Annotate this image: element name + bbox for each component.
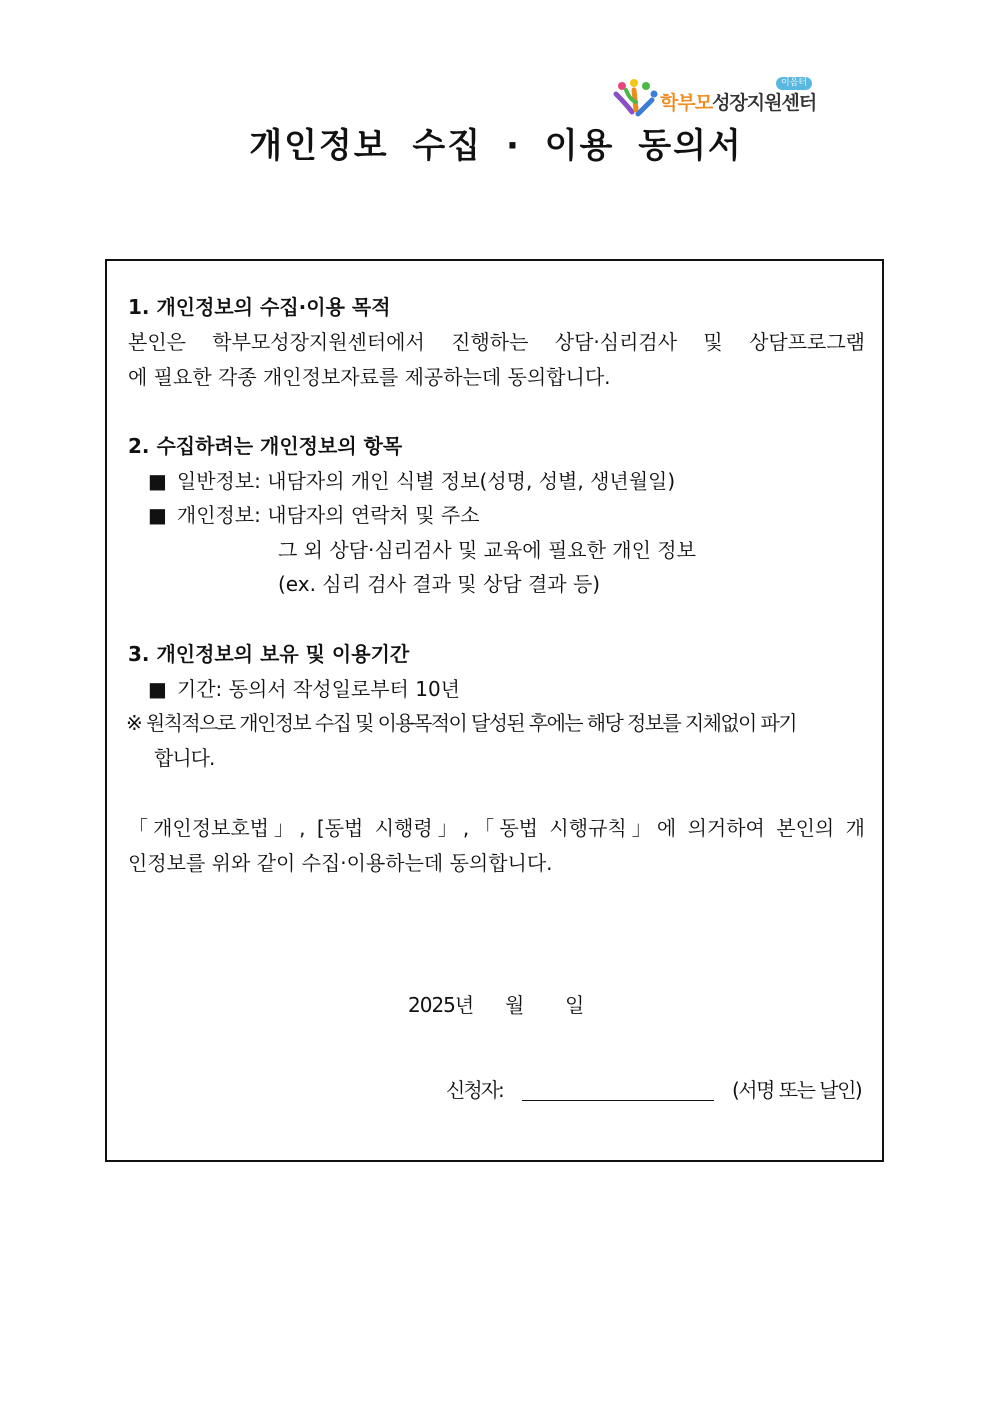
section2-item2-cont1: 그 외 상담·심리검사 및 교육에 필요한 개인 정보 bbox=[278, 538, 696, 562]
people-logo-icon bbox=[612, 78, 660, 118]
section3-note-line2: 합니다. bbox=[154, 746, 215, 770]
section2-item2: ■ 개인정보: 내담자의 연락처 및 주소 bbox=[148, 503, 480, 527]
section3-note-line1: ※ 원칙적으로 개인정보 수집 및 이용목적이 달성된 후에는 해당 정보를 지체없이 파기 bbox=[126, 711, 796, 735]
logo-text-part1: 학부모 bbox=[660, 92, 713, 114]
date-year: 2025년 bbox=[408, 993, 474, 1017]
section1-text-line1: 본인은 학부모성장지원센터에서 진행하는 상담·심리검사 및 상담프로그램 bbox=[128, 330, 865, 354]
section2-item1: ■ 일반정보: 내담자의 개인 식별 정보(성명, 성별, 생년월일) bbox=[148, 469, 676, 493]
logo-text bbox=[660, 88, 816, 115]
signature-line[interactable] bbox=[522, 1100, 714, 1101]
section2-heading: 2. 수집하려는 개인정보의 항목 bbox=[128, 434, 403, 458]
date-month: 월 bbox=[505, 993, 525, 1017]
bullet-square-icon: ■ bbox=[148, 503, 167, 527]
section1-text-line2: 에 필요한 각종 개인정보자료를 제공하는데 동의합니다. bbox=[128, 365, 611, 389]
date-day: 일 bbox=[565, 993, 585, 1017]
logo-text-part2: 성장지원센터 bbox=[712, 92, 817, 114]
bullet-square-icon: ■ bbox=[148, 677, 167, 701]
logo-tag: 이음터 bbox=[776, 77, 812, 90]
section3-item1: ■ 기간: 동의서 작성일로부터 10년 bbox=[148, 677, 461, 701]
signature-hint: (서명 또는 날인) bbox=[732, 1078, 862, 1102]
signature-label: 신청자: bbox=[446, 1078, 503, 1102]
section3-heading: 3. 개인정보의 보유 및 이용기간 bbox=[128, 642, 410, 666]
section1-heading: 1. 개인정보의 수집·이용 목적 bbox=[128, 295, 391, 319]
bullet-square-icon: ■ bbox=[148, 469, 167, 493]
document-title: 개인정보 수집 · 이용 동의서 bbox=[249, 126, 743, 166]
section2-item2-cont2: (ex. 심리 검사 결과 및 상담 결과 등) bbox=[278, 572, 601, 596]
consent-line1: 「개인정보호법」, [동법 시행령」,「동법 시행규칙」에 의거하여 본인의 개 bbox=[128, 816, 865, 840]
center-logo bbox=[612, 74, 832, 118]
consent-line2: 인정보를 위와 같이 수집·이용하는데 동의합니다. bbox=[128, 851, 553, 875]
